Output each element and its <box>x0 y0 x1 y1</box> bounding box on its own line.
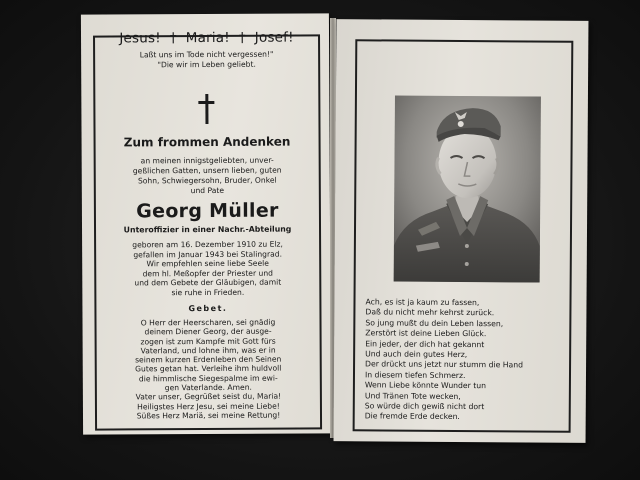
memorial-card-left-page <box>81 13 331 434</box>
latin-cross-icon <box>198 94 214 124</box>
deceased-name: Georg Müller <box>136 199 279 223</box>
memorial-poem: Ach, es ist ja kaum zu fassen, Daß du nicht mehr kehrst zurück. So jung mußt du dein Leben lassen, Zerstört ist deine Lieben Glück. Ein jeder, der dich hat gekannt Und auch dein gutes Herz, Der drückt uns jetzt nur stumm die Hand In diesem tiefen Schmerz. Wenn Liebe könnte Wunder tun Und Tränen Tote wecken, So würde dich gewiß nicht dort Die fremde Erde decken. <box>364 297 524 422</box>
invocation-title: Jesus! † Maria! † Josef! <box>119 29 294 47</box>
dedication-text: an meinen innigstgeliebten, unver- geßlichen Gatten, unsern lieben, guten Sohn, Schwiegersohn, Bruder, Onkel und Pate <box>132 155 282 196</box>
prayer-heading: Gebet. <box>188 303 228 314</box>
prayer-text: O Herr der Heerscharen, sei gnädig deinem Diener Georg, der ausge- zogen ist zum Kampfe mit Gott fürs Vaterland, und lohne ihm, was er in seinem kurzen Erdenleben den Seinen Gutes getan hat. Verleihe ihm huldvoll die himmlische Siegespalme im ewi- gen Vaterlande. Amen. Vater unser, Gegrüßet seist du, Maria! Heiligstes Herz Jesu, sei meine Liebe! Süßes Herz Mariä, sei meine Rettung! <box>135 317 282 421</box>
memorial-card-right-page <box>334 19 589 443</box>
soldier-portrait-photo <box>394 96 541 283</box>
military-rank: Unteroffizier in einer Nachr.-Abteilung <box>123 224 292 235</box>
remembrance-quote: Laßt uns im Tode nicht vergessen!" "Die wir im Leben geliebt. <box>139 49 274 70</box>
biography-text: geboren am 16. Dezember 1910 zu Elz, gefallen im Januar 1943 bei Stalingrad. Wir empfehlen seine liebe Seele dem hl. Meßopfer der Priester und und dem Gebete der Gläubigen, damit sie ruhe in Frieden. <box>132 239 283 297</box>
in-memory-heading: Zum frommen Andenken <box>123 134 291 150</box>
